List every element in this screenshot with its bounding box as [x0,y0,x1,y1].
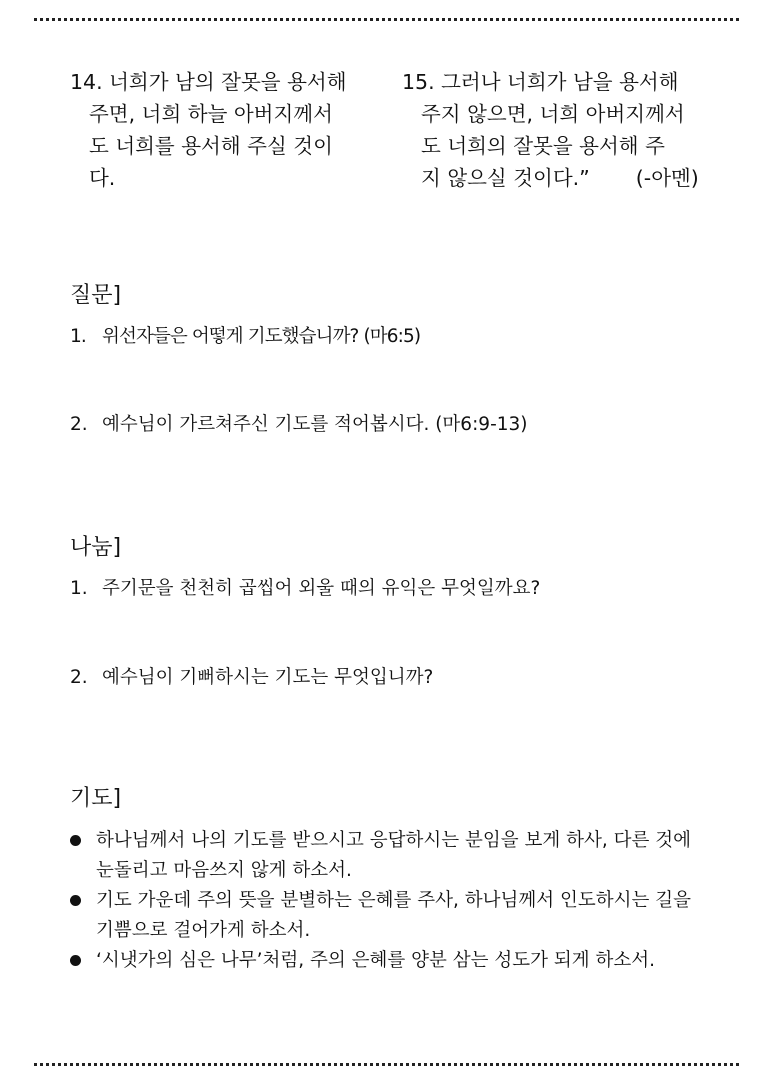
bullet-icon [70,955,81,966]
question-number: 1. [70,326,86,347]
questions-heading: 질문] [70,283,122,308]
prayer-text: 하나님께서 나의 기도를 받으시고 응답하시는 분임을 보게 하사, 다른 것에 눈돌리고 마음쓰지 않게 하소서. [96,830,691,881]
sharing-item [70,575,540,603]
prayer-text: ‘시냇가의 심은 나무’처럼, 주의 은혜를 양분 삼는 성도가 되게 하소서. [96,950,655,971]
prayer-text: 기도 가운데 주의 뜻을 분별하는 은혜를 주사, 하나님께서 인도하시는 길을 기쁨으로 걸어가게 하소서. [96,890,691,941]
verse-14-line: 도 너희를 용서해 주실 것이 [89,134,333,158]
top-divider [34,18,739,21]
verse-15-line: 15. 그러나 너희가 남을 용서해 [402,70,679,94]
sharing-text: 예수님이 기뻐하시는 기도는 무엇입니까? [102,667,434,688]
question-item [70,323,420,351]
sharing-item [70,664,433,692]
verse-14-line: 다. [89,166,116,190]
verse-15-last-line: 지 않으실 것이다.” [421,166,590,190]
bullet-icon [70,835,81,846]
verse-14-line: 14. 너희가 남의 잘못을 용서해 [70,70,347,94]
verse-15-line: 도 너희의 잘못을 용서해 주 [421,134,665,158]
prayer-list [70,826,710,976]
sharing-text: 주기문을 천천히 곱씹어 외울 때의 유익은 무엇일까요? [102,578,541,599]
prayer-item [70,826,710,886]
sharing-heading: 나눔] [70,535,122,560]
prayer-item [70,886,710,946]
bottom-divider [34,1063,739,1066]
verse-14-line: 주면, 너희 하늘 아버지께서 [89,102,333,126]
amen-note: (-아멘) [635,166,699,190]
question-text: 예수님이 가르쳐주신 기도를 적어봅시다. (마6:9-13) [102,414,528,435]
prayer-item [70,946,710,976]
question-item [70,411,528,439]
question-number: 2. [70,414,88,435]
verse-14 [70,66,347,194]
verse-15-line: 주지 않으면, 너희 아버지께서 [421,102,685,126]
verse-15 [402,66,699,194]
sharing-number: 2. [70,667,88,688]
verse-15-line [402,162,699,194]
sharing-number: 1. [70,578,88,599]
bullet-icon [70,895,81,906]
prayer-heading: 기도] [70,786,122,811]
question-text: 위선자들은 어떻게 기도했습니까? (마6:5) [102,326,421,347]
